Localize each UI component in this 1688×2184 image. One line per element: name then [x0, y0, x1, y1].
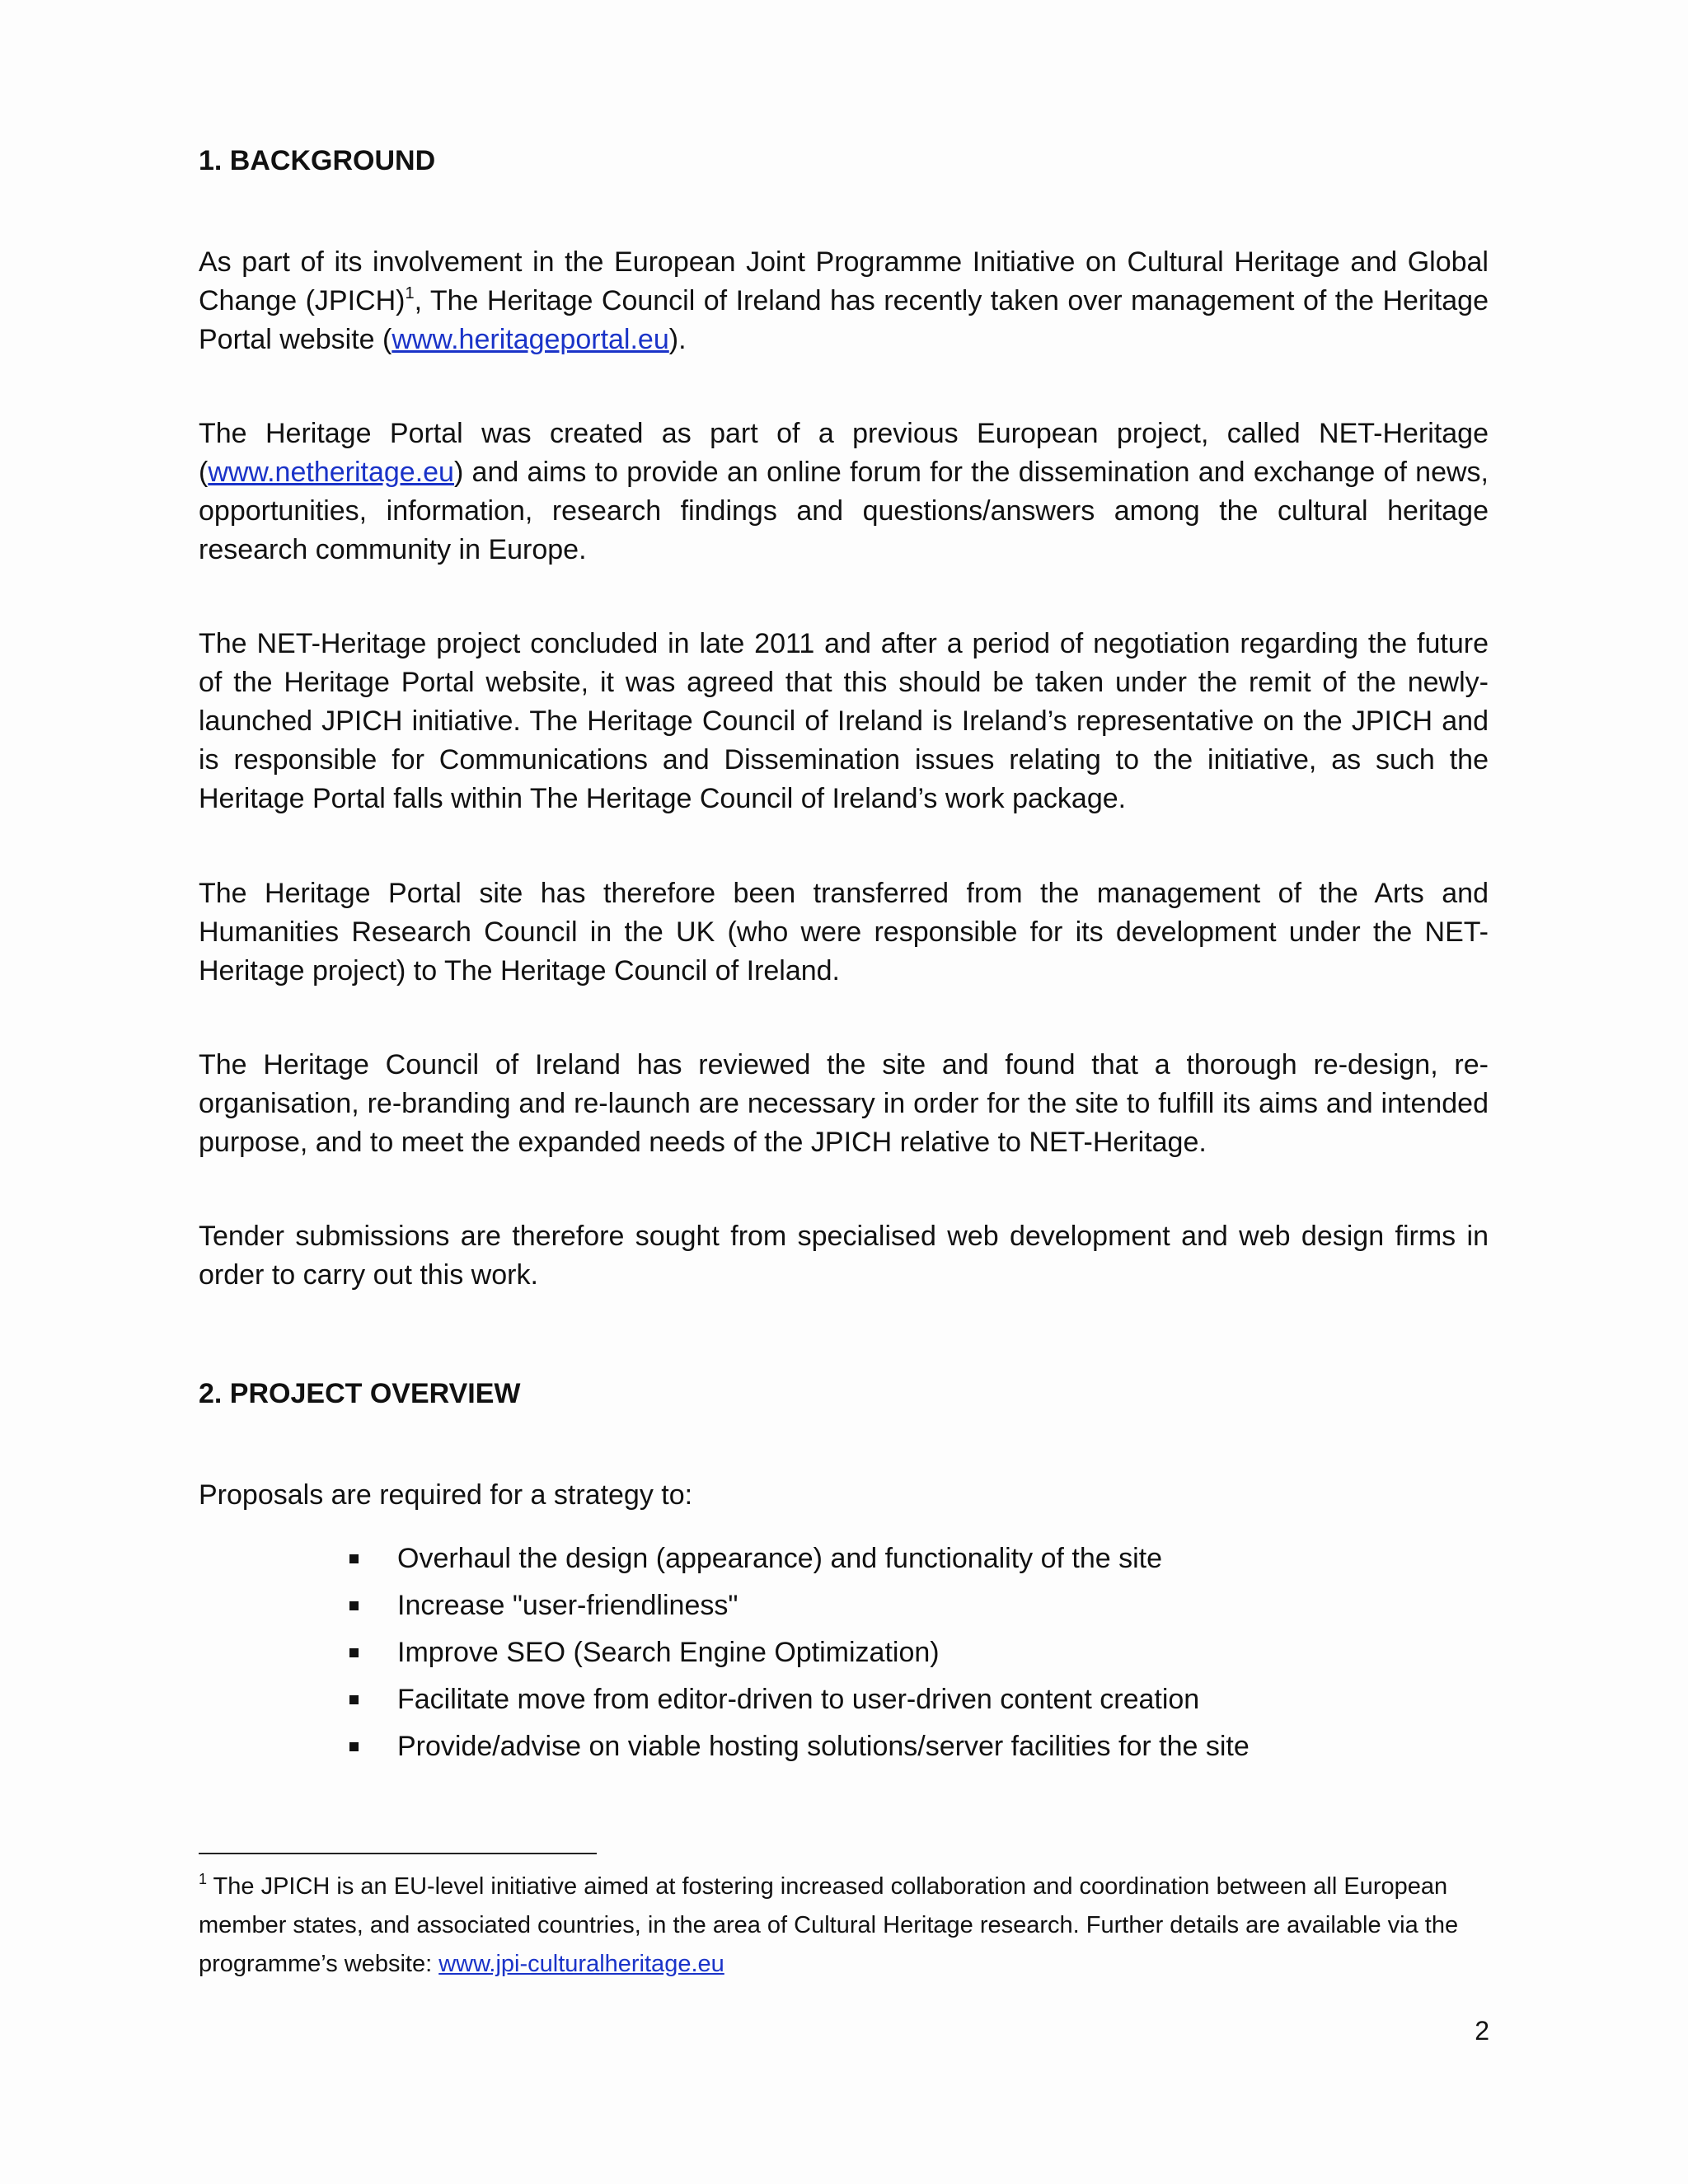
- list-item: Provide/advise on viable hosting solutions/server facilities for the site: [346, 1723, 1250, 1770]
- bullet-square-icon: [349, 1695, 359, 1704]
- footnote: $^1$ The JPICH is an EU-level initiative aimed at fostering increased collaboration and coordination between all European member states, and associated countries, in the area of Cultural Heritage research. Further details are available via the programme’s website: www.jpi-culturalheritage.eu: [199, 1871, 1459, 1977]
- list-item: Improve SEO (Search Engine Optimization): [346, 1629, 1250, 1676]
- page-number: 2: [1475, 2016, 1489, 2046]
- paragraph-tender-submissions: Tender submissions are therefore sought from specialised web development and web design firms in order to carry out this work.: [199, 1221, 1489, 1291]
- paragraph-proposals-intro: Proposals are required for a strategy to:: [199, 1479, 693, 1511]
- list-item: Increase "user-friendliness": [346, 1582, 1250, 1629]
- netheritage-link[interactable]: www.netheritage.eu: [208, 457, 454, 488]
- footnote-reference: 1: [405, 284, 415, 302]
- paragraph-heritage-portal: The Heritage Portal was created as part of a previous European project, called NET-Heritage (www.netheritage.eu) and aims to provide an online forum for the dissemination and exchange of news, opportunities, information, research findings and questions/answers among the cultural heritage research community in Europe.: [199, 418, 1489, 565]
- paragraph-site-reviewed: The Heritage Council of Ireland has reviewed the site and found that a thorough re-design, re-organisation, re-branding and re-launch are necessary in order for the site to fulfill its aims and intended purpose, and to meet the expanded needs of the JPICH relative to NET-Heritage.: [199, 1049, 1489, 1158]
- heritageportal-link[interactable]: www.heritageportal.eu: [392, 324, 669, 355]
- list-item: Facilitate move from editor-driven to user-driven content creation: [346, 1676, 1250, 1723]
- bullet-square-icon: [349, 1648, 359, 1657]
- footnote-divider: [199, 1853, 597, 1854]
- bullet-square-icon: [349, 1601, 359, 1610]
- strategy-bullet-list: [346, 1535, 1250, 1770]
- list-item: Overhaul the design (appearance) and functionality of the site: [346, 1535, 1250, 1582]
- paragraph-site-transferred: The Heritage Portal site has therefore been transferred from the management of the Arts and Humanities Research Council in the UK (who were responsible for its development under the NET-Heritage project) to The Heritage Council of Ireland.: [199, 878, 1489, 987]
- section-heading-background: 1. BACKGROUND: [199, 145, 436, 176]
- paragraph-net-heritage-concluded: The NET-Heritage project concluded in late 2011 and after a period of negotiation regarding the future of the Heritage Portal website, it was agreed that this should be taken under the remit of the newly-launched JPICH initiative. The Heritage Council of Ireland is Ireland’s representative on the JPICH and is responsible for Communications and Dissemination issues relating to the initiative, as such the Heritage Portal falls within The Heritage Council of Ireland’s work package.: [199, 628, 1489, 814]
- jpi-culturalheritage-link[interactable]: www.jpi-culturalheritage.eu: [438, 1951, 724, 1977]
- bullet-square-icon: [349, 1742, 359, 1751]
- footnote-number: 1: [199, 1871, 208, 1887]
- section-heading-project-overview: 2. PROJECT OVERVIEW: [199, 1378, 521, 1409]
- bullet-square-icon: [349, 1554, 359, 1563]
- paragraph-involvement: As part of its involvement in the European Joint Programme Initiative on Cultural Heritage and Global Change (JPICH)$^1$, The Heritage Council of Ireland has recently taken over management of the Heritage Portal website (www.heritageportal.eu).: [199, 246, 1489, 355]
